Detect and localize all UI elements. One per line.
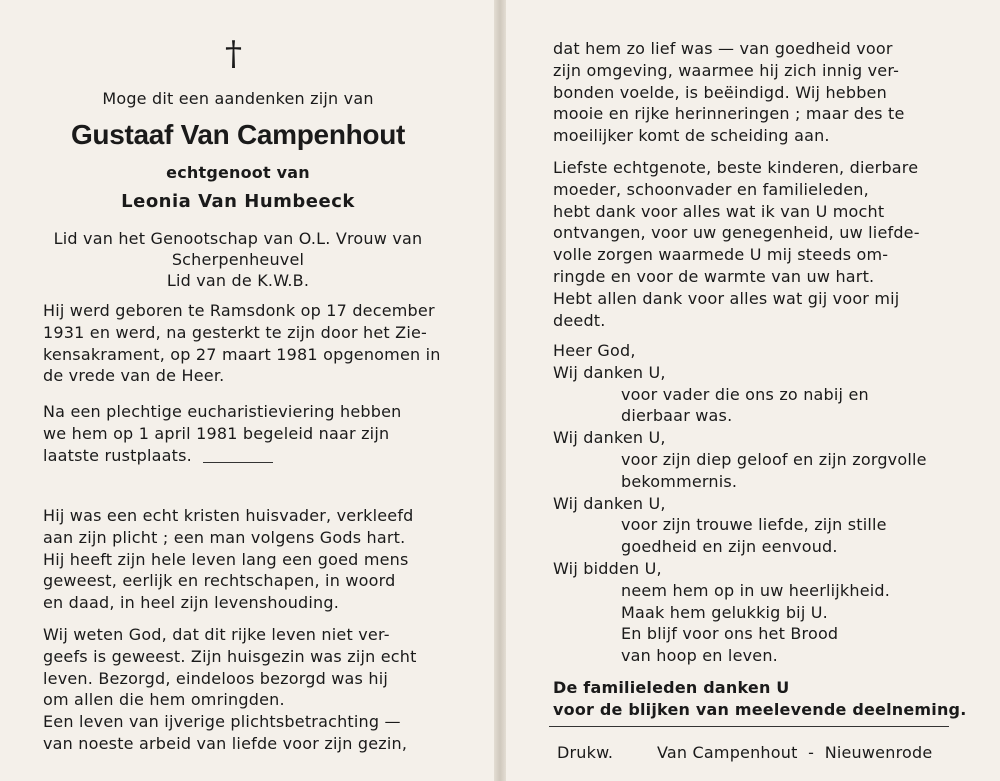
prayer-line: Maak hem gelukkig bij U. xyxy=(621,602,828,622)
footer-rule xyxy=(549,726,949,727)
text-line: Hij was een echt kristen huisvader, verkleefd xyxy=(43,506,414,525)
prayer-line: Heer God, xyxy=(553,341,636,360)
prayer-line: Wij danken U, xyxy=(553,428,666,448)
life-paragraph xyxy=(43,624,417,755)
intro-text: Moge dit een aandenken zijn van xyxy=(102,89,374,108)
thanks-line-2: voor de blijken van meelevende deelneming. xyxy=(553,700,967,719)
text-line: deedt. xyxy=(553,310,606,330)
text-line: moeilijker komt de scheiding aan. xyxy=(553,126,830,146)
membership-line-3: Lid van de K.W.B. xyxy=(166,271,310,290)
farewell-paragraph xyxy=(553,157,920,331)
membership-line-2: Scherpenheuvel xyxy=(171,250,305,269)
spouse-name: Leonia Van Humbeeck xyxy=(121,191,355,212)
printer-label: Drukw. xyxy=(557,743,614,762)
continuation-paragraph xyxy=(553,38,905,147)
text-line: van noeste arbeid van liefde voor zijn gezin, xyxy=(43,733,408,753)
deceased-name: Gustaaf Van Campenhout xyxy=(70,119,406,150)
prayer-line: voor zijn diep geloof en zijn zorgvolle xyxy=(621,449,927,469)
prayer-line: dierbaar was. xyxy=(621,406,733,426)
text-line: Liefste echtgenote, beste kinderen, dierbare xyxy=(553,158,919,177)
divider xyxy=(203,462,273,463)
text-line: Hebt allen dank voor alles wat gij voor mij xyxy=(553,288,900,308)
text-line: geefs is geweest. Zijn huisgezin was zijn echt xyxy=(43,646,417,666)
text-line: en daad, in heel zijn levenshouding. xyxy=(43,593,340,613)
prayer-line: bekommernis. xyxy=(621,471,738,491)
text-line: moeder, schoonvader en familieleden, xyxy=(553,179,869,199)
text-line: ontvangen, voor uw genegenheid, uw liefde- xyxy=(553,223,920,243)
cross-icon: † xyxy=(225,34,242,74)
text-line: Hij heeft zijn hele leven lang een goed mens xyxy=(43,549,409,569)
prayer-line: Wij bidden U, xyxy=(553,558,662,578)
text-line: we hem op 1 april 1981 begeleid naar zijn xyxy=(43,423,390,443)
text-line: laatste rustplaats. xyxy=(43,445,192,465)
prayer-line: Wij danken U, xyxy=(553,362,666,382)
prayer xyxy=(553,340,927,667)
text-line: bonden voelde, is beëindigd. Wij hebben xyxy=(553,82,887,102)
funeral-paragraph xyxy=(43,401,401,466)
text-line: ringde en voor de warmte van uw hart. xyxy=(553,266,875,286)
character-paragraph xyxy=(43,505,414,614)
text-line: Na een plechtige eucharistieviering hebben xyxy=(43,402,402,421)
text-line: aan zijn plicht ; een man volgens Gods hart. xyxy=(43,527,406,547)
text-line: Een leven van ijverige plichtsbetrachting — xyxy=(43,712,401,732)
text-line: Wij weten God, dat dit rijke leven niet ver- xyxy=(43,625,390,644)
prayer-line: En blijf voor ons het Brood xyxy=(621,624,839,644)
text-line: hebt dank voor alles wat ik van U mocht xyxy=(553,201,885,221)
text-line: mooie en rijke herinneringen ; maar des te xyxy=(553,104,905,124)
thanks-line-1: De familieleden danken U xyxy=(553,678,790,697)
prayer-line: Wij danken U, xyxy=(553,493,666,513)
text-line: volle zorgen waarmede U mij steeds om- xyxy=(553,245,889,265)
relation-text: echtgenoot van xyxy=(166,163,310,182)
text-line: zijn omgeving, waarmee hij zich innig ver- xyxy=(553,60,900,80)
membership-line-1: Lid van het Genootschap van O.L. Vrouw van xyxy=(53,229,423,248)
prayer-line: goedheid en zijn eenvoud. xyxy=(621,537,838,557)
text-line: 1931 en werd, na gesterkt te zijn door het Zie- xyxy=(43,322,428,342)
printer-name: Van Campenhout - Nieuwenrode xyxy=(657,743,933,762)
text-line: om allen die hem omringden. xyxy=(43,690,285,710)
card-fold xyxy=(494,0,506,781)
birth-death-paragraph xyxy=(43,300,441,387)
text-line: kensakrament, op 27 maart 1981 opgenomen in xyxy=(43,344,441,364)
text-line: Hij werd geboren te Ramsdonk op 17 december xyxy=(43,301,435,320)
prayer-line: neem hem op in uw heerlijkheid. xyxy=(621,580,891,600)
prayer-line: van hoop en leven. xyxy=(621,646,778,666)
text-line: leven. Bezorgd, eindeloos bezorgd was hij xyxy=(43,668,389,688)
text-line: de vrede van de Heer. xyxy=(43,366,225,386)
text-line: geweest, eerlijk en rechtschapen, in woord xyxy=(43,571,396,591)
text-line: dat hem zo lief was — van goedheid voor xyxy=(553,39,893,58)
prayer-line: voor zijn trouwe liefde, zijn stille xyxy=(621,515,887,535)
prayer-line: voor vader die ons zo nabij en xyxy=(621,384,869,404)
